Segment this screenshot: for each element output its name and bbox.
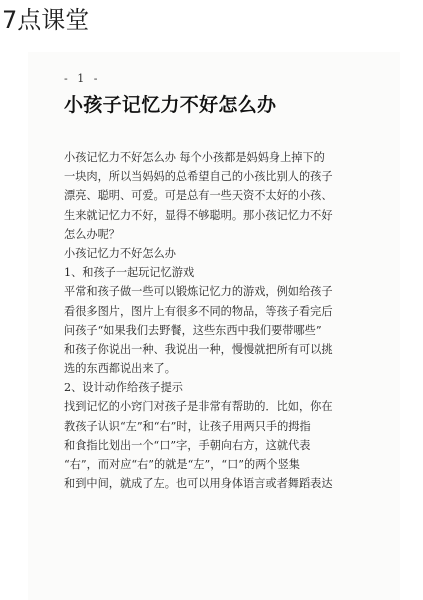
site-name: 7点课堂 [2, 6, 90, 34]
body-line: 教孩子认识“左”和“右”时，让孩子用两只手的拇指 [64, 419, 311, 433]
body-line: 找到记忆的小窍门对孩子是非常有帮助的．比如，你在 [64, 400, 333, 414]
site-header [0, 0, 423, 44]
body-line: 生来就记忆力不好，显得不够聪明。那小孩记忆力不好 [64, 208, 333, 222]
body-line: 小孩记忆力不好怎么办 每个小孩都是妈妈身上掉下的 [64, 151, 325, 164]
body-line: 看很多图片，图片上有很多不同的物品，等孩子看完后 [64, 304, 333, 318]
section-heading: 2、设计动作给孩子提示 [64, 381, 183, 395]
body-line: 问孩子“如果我们去野餐，这些东西中我们要带哪些” [64, 323, 322, 337]
body-line: 和食指比划出一个“口”字，手朝向右方，这就代表 [64, 438, 311, 452]
section-heading: 1、和孩子一起玩记忆游戏 [64, 266, 195, 280]
page-number: - 1 - [64, 72, 101, 85]
body-line: 一块肉，所以当妈妈的总希望自己的小孩比别人的孩子 [64, 170, 333, 184]
document-title: 小孩子记忆力不好怎么办 [64, 94, 277, 116]
body-line: 漂亮、聪明、可爱。可是总有一些天资不太好的小孩、 [64, 189, 333, 203]
body-line: “右”，而对应“右”的就是“左”，“口”的两个竖集 [64, 458, 300, 471]
document-page [28, 52, 400, 600]
body-line: 和到中间，就成了左。也可以用身体语言或者舞蹈表达 [64, 477, 333, 491]
body-line: 和孩子你说出一种、我说出一种，慢慢就把所有可以挑 [64, 342, 333, 356]
document-body [64, 148, 384, 493]
body-line: 平常和孩子做一些可以锻炼记忆力的游戏，例如给孩子 [64, 285, 333, 299]
section-heading: 小孩记忆力不好怎么办 [64, 246, 176, 260]
body-line: 怎么办呢？ [64, 227, 120, 241]
body-line: 选的东西都说出来了。 [64, 362, 176, 376]
